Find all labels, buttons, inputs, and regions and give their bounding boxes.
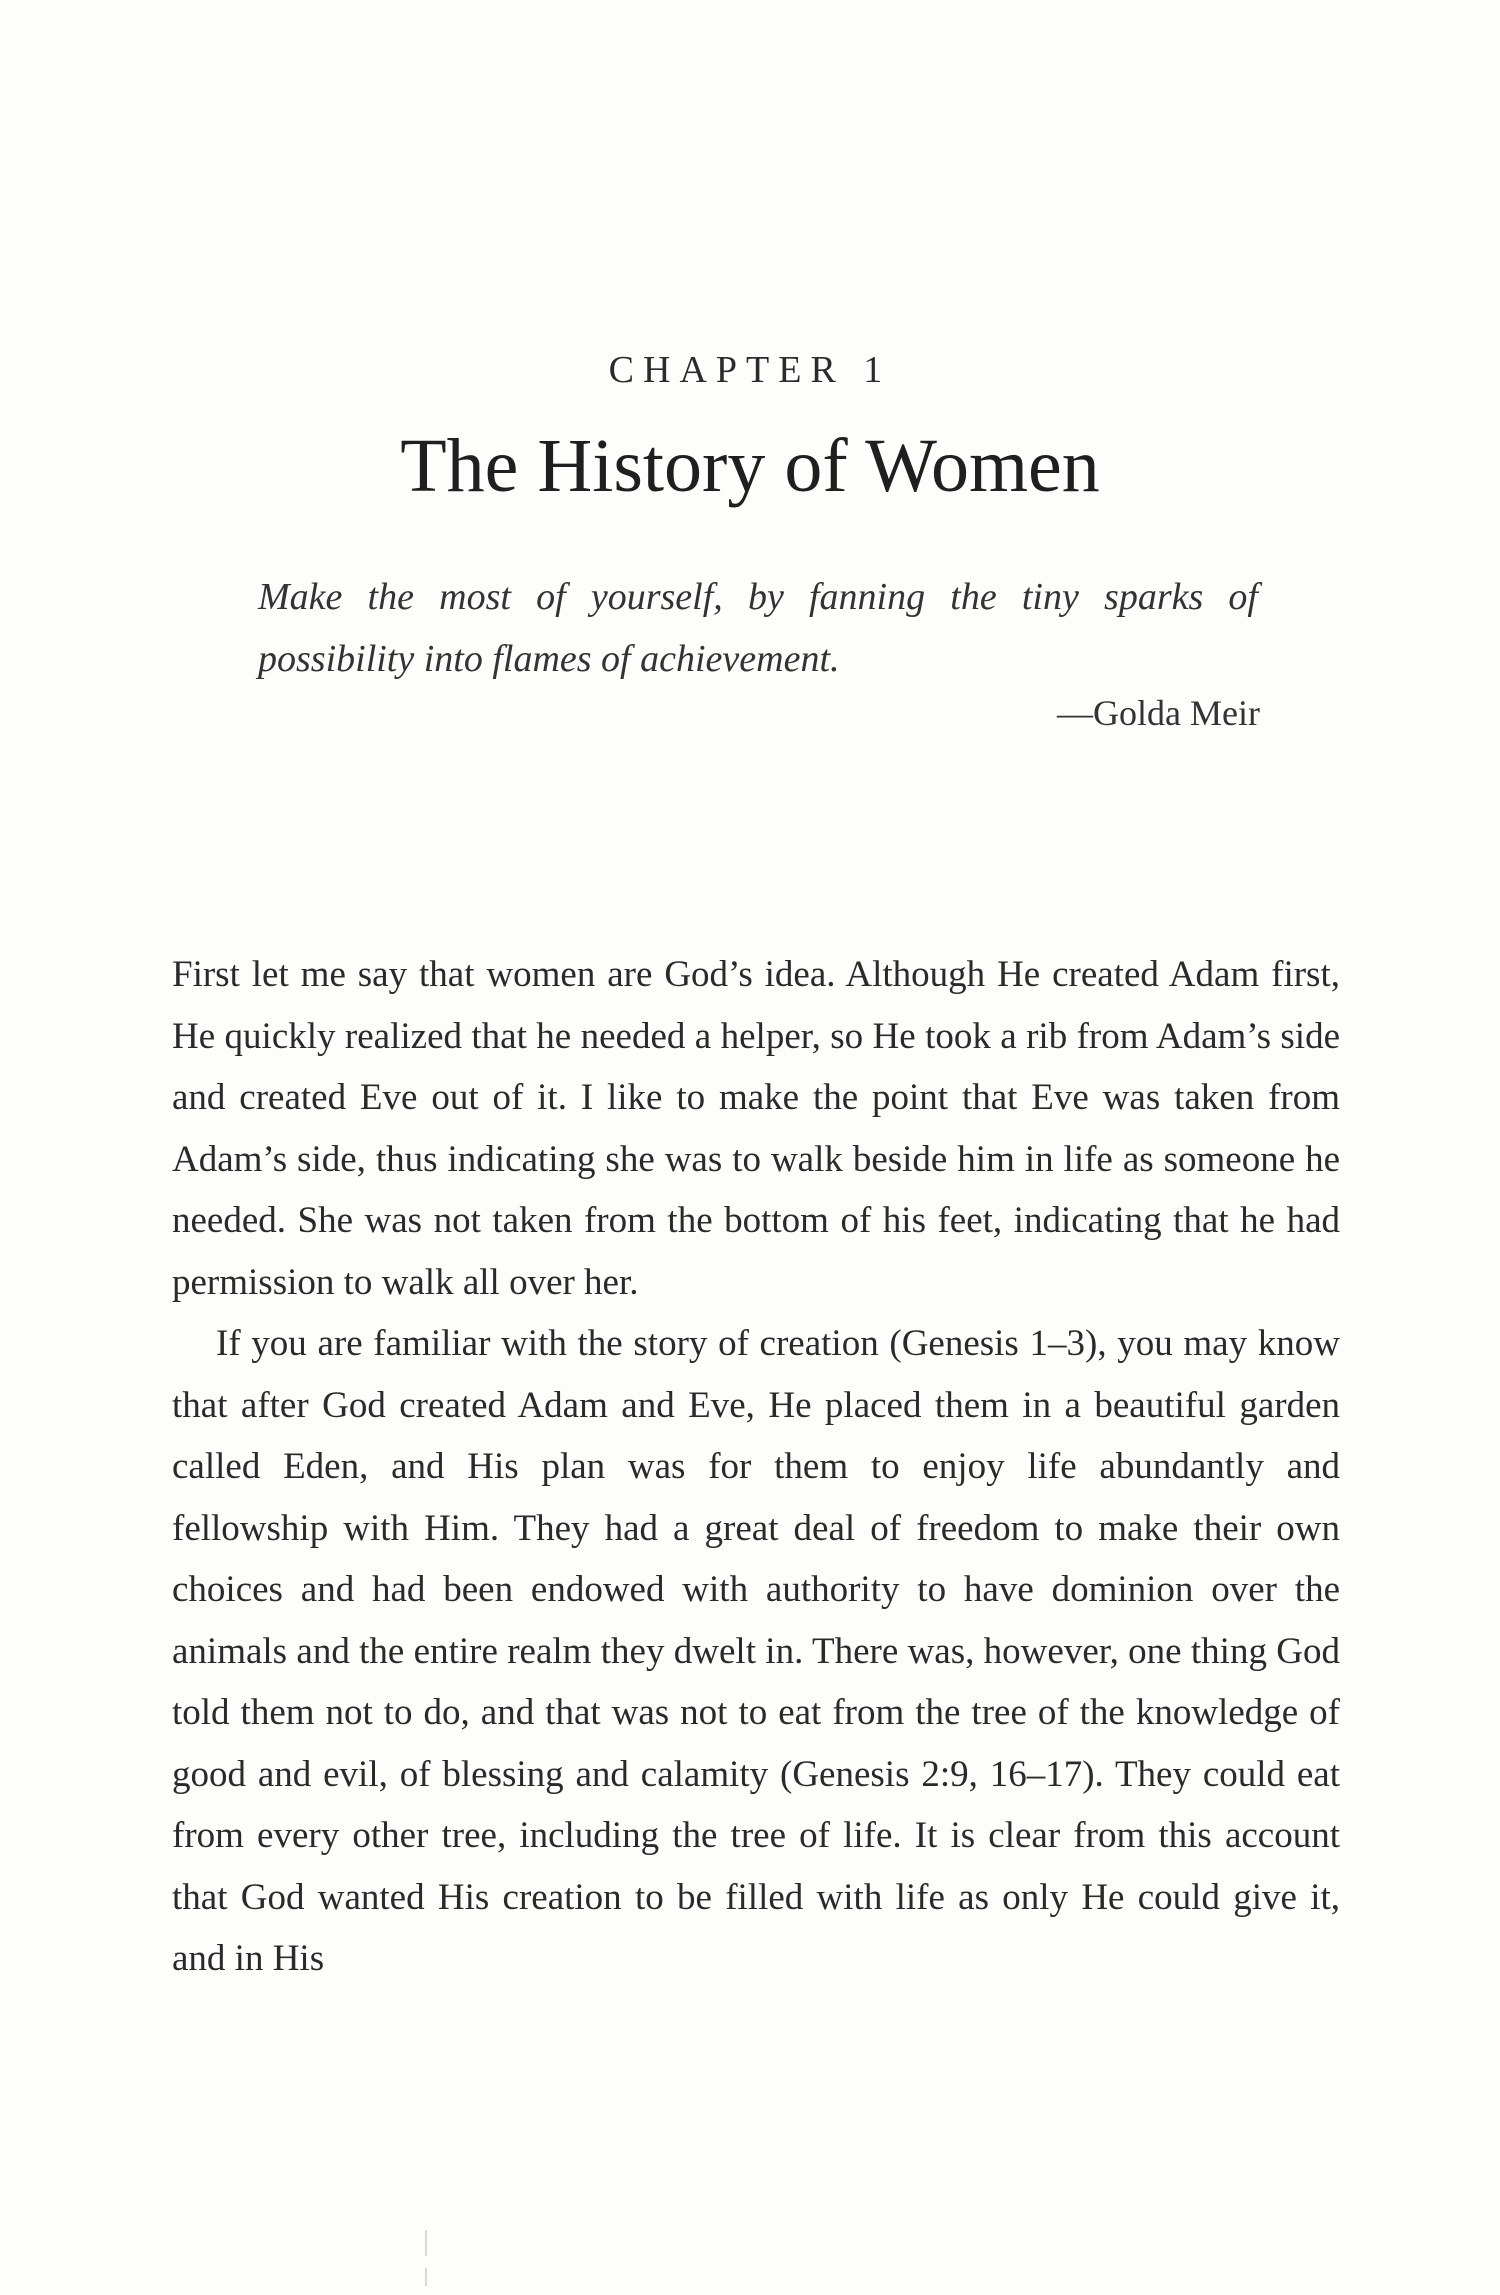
- epigraph-attribution: —Golda Meir: [1057, 693, 1260, 733]
- chapter-label: CHAPTER 1: [608, 349, 892, 391]
- chapter-title: The History of Women: [400, 424, 1100, 508]
- body-paragraph: First let me say that women are God’s idea. Although He created Adam first, He quickly realized that he needed a helper, so He took a rib from Adam’s side and created Eve out of it. I like to make the point that Eve was taken from Adam’s side, thus indicating she was to walk beside him in life as someone he needed. She was not taken from the bottom of his feet, indicating that he had permission to walk all over her.: [172, 954, 1340, 1303]
- body-text: [172, 944, 1340, 1990]
- scan-artifact-mark: [425, 2230, 427, 2256]
- body-paragraph: If you are familiar with the story of creation (Genesis 1–3), you may know that after God created Adam and Eve, He placed them in a beautiful garden called Eden, and His plan was for them to enjoy life abundantly and fellowship with Him. They had a great deal of freedom to make their own choices and had been endowed with authority to have dominion over the animals and the entire realm they dwelt in. There was, however, one thing God told them not to do, and that was not to eat from the tree of the knowledge of good and evil, of blessing and calamity (Genesis 2:9, 16–17). They could eat from every other tree, including the tree of life. It is clear from this account that God wanted His creation to be filled with life as only He could give it, and in His: [172, 1323, 1340, 1979]
- epigraph-quote: Make the most of yourself, by fanning the tiny sparks of possibility into flames of achievement.: [258, 576, 1258, 680]
- scan-artifact-mark: [425, 2268, 427, 2286]
